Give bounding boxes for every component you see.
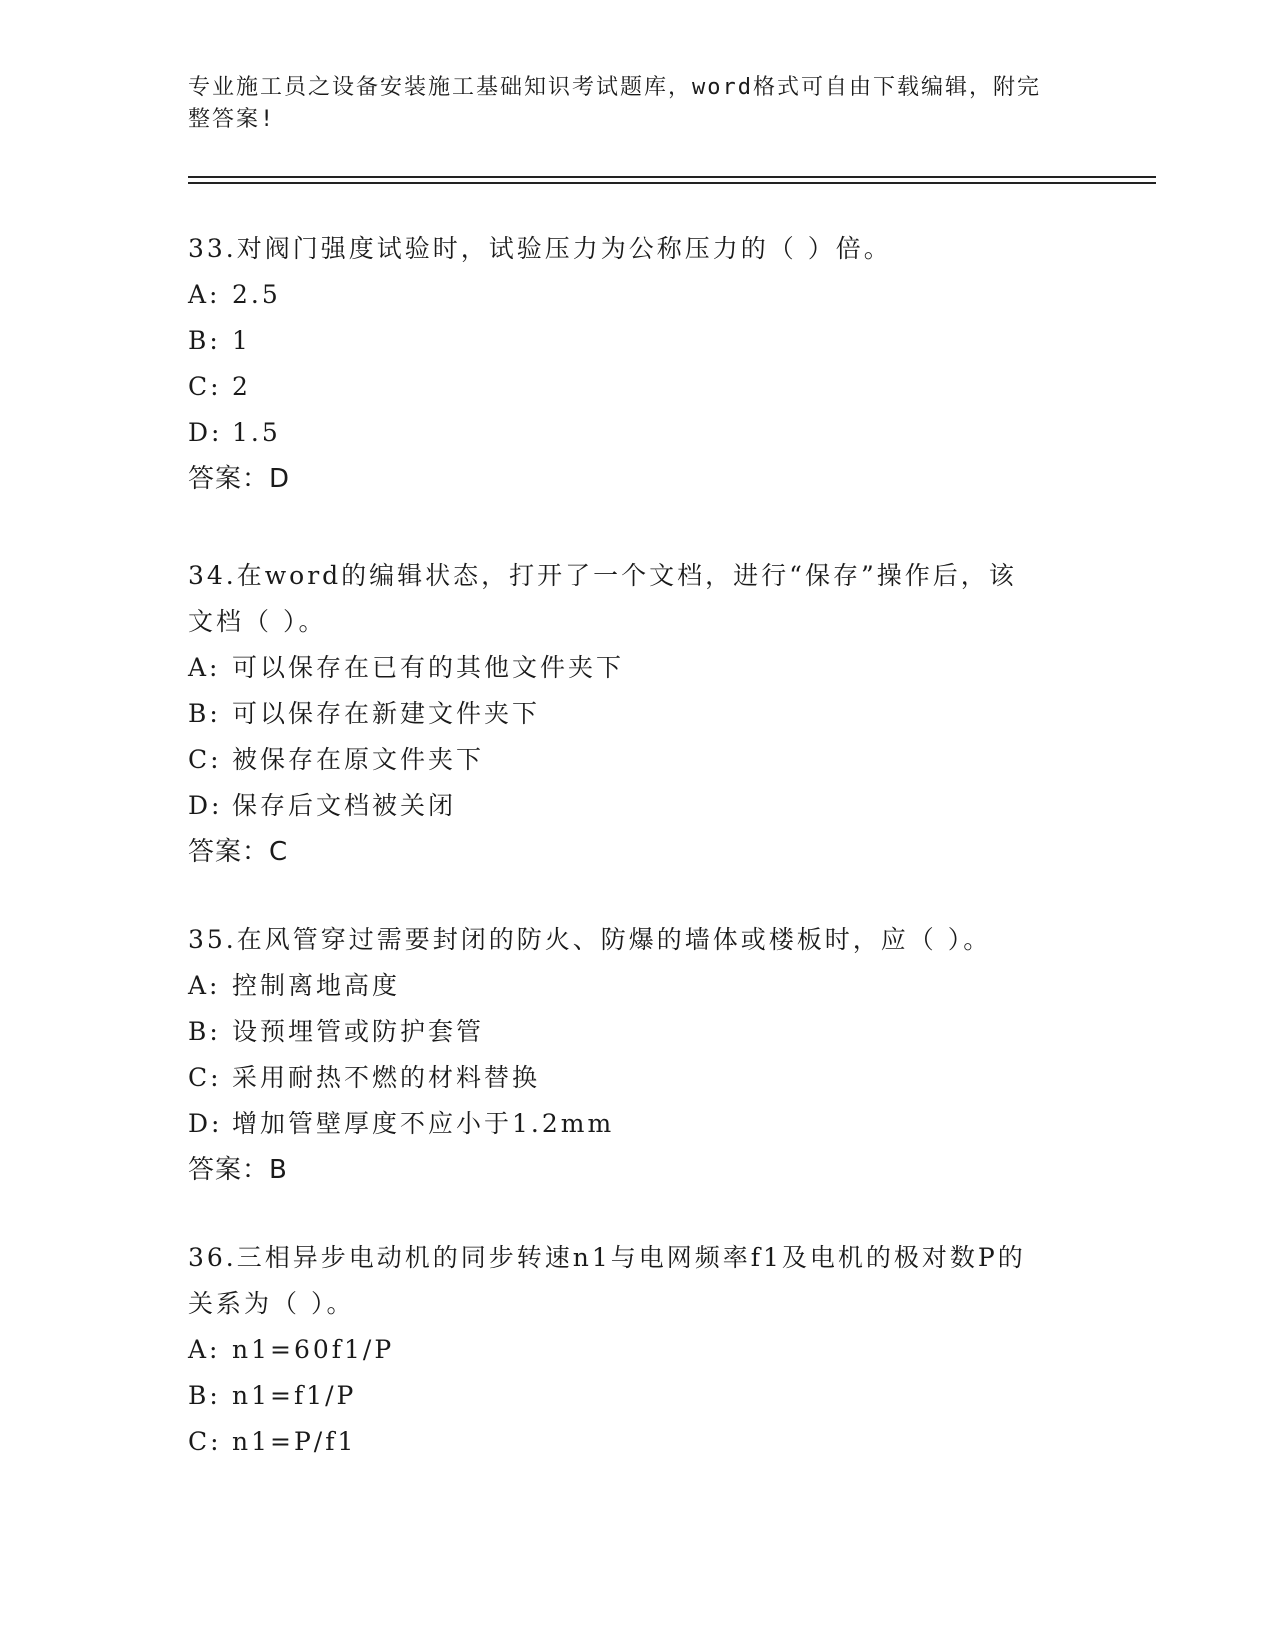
question-36 (188, 1235, 1088, 1465)
option-label: D: (188, 791, 223, 820)
option-label: A: (188, 971, 221, 1000)
option-text: 被保存在原文件夹下 (232, 745, 485, 774)
question-stem-line-2: 关系为（ ）。 (188, 1289, 355, 1318)
option-text: n1=f1/P (232, 1381, 357, 1410)
option-d (188, 1101, 1088, 1147)
option-text: n1=60f1/P (232, 1335, 395, 1364)
option-c (188, 1055, 1088, 1101)
question-stem-line-1: 对阀门强度试验时，试验压力为公称压力的（ ）倍。 (236, 234, 892, 263)
option-c (188, 1419, 1088, 1465)
header-line-1: 专业施工员之设备安装施工基础知识考试题库，word格式可自由下载编辑，附完 (188, 75, 1041, 100)
question-number: 33. (188, 234, 237, 263)
option-text: 2.5 (232, 280, 281, 309)
question-stem-line-1: 在风管穿过需要封闭的防火、防爆的墙体或楼板时，应（ ）。 (236, 925, 992, 954)
question-stem (188, 917, 1088, 963)
option-text: n1=P/f1 (232, 1427, 357, 1456)
option-text: 1.5 (232, 418, 281, 447)
question-stem-line-1: 三相异步电动机的同步转速n1与电网频率f1及电机的极对数P的 (236, 1243, 1026, 1272)
option-label: D: (188, 1109, 223, 1138)
option-label: A: (188, 1335, 221, 1364)
question-stem (188, 1235, 1088, 1327)
option-text: 增加管壁厚度不应小于1.2mm (232, 1109, 615, 1138)
option-label: C: (188, 372, 222, 401)
header-line-2: 整答案! (188, 107, 276, 132)
option-c (188, 737, 1088, 783)
option-a (188, 645, 1088, 691)
option-label: C: (188, 1427, 222, 1456)
question-number: 36. (188, 1243, 237, 1272)
question-35 (188, 917, 1088, 1193)
option-label: B: (188, 1017, 221, 1046)
option-b (188, 691, 1088, 737)
header-divider-bottom (188, 182, 1156, 184)
header-divider-top (188, 176, 1156, 178)
option-text: 控制离地高度 (232, 971, 401, 1000)
option-d (188, 783, 1088, 829)
option-d (188, 410, 1088, 456)
document-header (188, 72, 1068, 136)
question-number: 35. (188, 925, 237, 954)
question-stem (188, 553, 1088, 645)
answer-line: 答案：C (188, 837, 289, 867)
option-label: B: (188, 1381, 221, 1410)
option-label: D: (188, 418, 223, 447)
question-stem (188, 226, 1088, 272)
question-stem-line-2: 文档（ ）。 (188, 607, 327, 636)
option-a (188, 963, 1088, 1009)
option-label: C: (188, 1063, 222, 1092)
answer-line: 答案：D (188, 464, 291, 494)
option-text: 保存后文档被关闭 (232, 791, 457, 820)
option-label: C: (188, 745, 222, 774)
option-text: 2 (232, 372, 251, 401)
option-label: B: (188, 326, 221, 355)
option-text: 1 (232, 326, 251, 355)
option-text: 可以保存在新建文件夹下 (232, 699, 541, 728)
answer-line: 答案：B (188, 1155, 288, 1185)
option-a (188, 272, 1088, 318)
question-number: 34. (188, 561, 237, 590)
option-label: B: (188, 699, 221, 728)
option-b (188, 1009, 1088, 1055)
question-stem-line-1: 在word的编辑状态，打开了一个文档，进行“保存”操作后，该 (236, 561, 1017, 590)
option-text: 设预埋管或防护套管 (232, 1017, 485, 1046)
option-c (188, 364, 1088, 410)
option-text: 可以保存在已有的其他文件夹下 (232, 653, 625, 682)
question-34 (188, 553, 1088, 875)
option-text: 采用耐热不燃的材料替换 (232, 1063, 541, 1092)
option-label: A: (188, 653, 221, 682)
question-33 (188, 226, 1088, 502)
option-b (188, 318, 1088, 364)
option-a (188, 1327, 1088, 1373)
option-b (188, 1373, 1088, 1419)
option-label: A: (188, 280, 221, 309)
